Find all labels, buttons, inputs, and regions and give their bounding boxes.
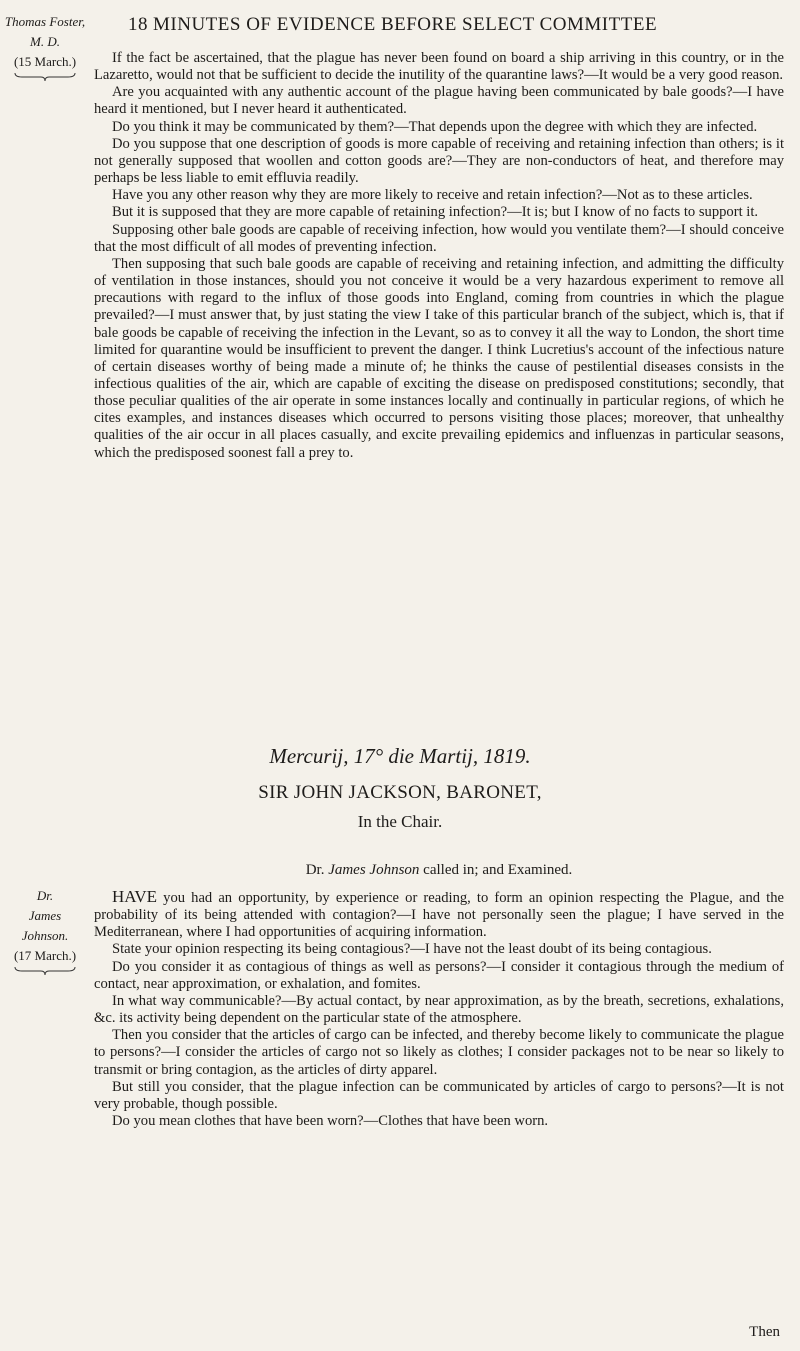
paragraph: Have you any other reason why they are more likely to receive and retain infection?—Not as to these articles.	[112, 187, 753, 204]
margin-witness-title: Dr.	[36, 888, 54, 903]
margin-witness-degree: M. D.	[30, 34, 60, 49]
paragraph: Then you consider that the articles of cargo can be infected, and thereby become likely to communicate the plague to persons?—I consider the articles of cargo not so likely as clothes; I consider packages not to be near so likely to transmit or bring contagion, as the articles of dirty apparel.	[94, 1027, 784, 1078]
paragraph: Do you think it may be communicated by them?—That depends upon the degree with which they are infected.	[112, 118, 758, 135]
witness-name: James Johnson	[328, 862, 420, 878]
catchword: Then	[749, 1324, 780, 1340]
paragraph: Do you suppose that one description of goods is more capable of receiving and retaining infection than others; is it not generally supposed that woollen and cotton goods are?—They are non-conductors of heat, and therefore may perhaps be less liable to emit effluvia readily.	[94, 135, 784, 187]
margin-note-witness-2	[4, 886, 86, 976]
in-the-chair: In the Chair.	[357, 812, 443, 831]
paragraph: Then supposing that such bale goods are capable of receiving and retaining infection, and admitting the difficulty of ventilation in those instances, should you not conceive it would be a very hazardous experiment to remove all precautions with regard to the influx of those goods into England, coming from countries in which the plague prevailed?—I must answer that, by just stating the view I take of this particular branch of the subject, which is, that if bale goods be capable of receiving the infection in the Levant, so as to convey it all the way to London, the short time limited for quarantine would be insufficient to prevent the danger. I think Lucretius's account of the infectious nature of certain diseases worthy of being made a minute of; he thinks the cause of pestilential diseases consists in the infectious qualities of the air, which are capable of exciting the disease on predisposed constitutions; secondly, that those peculiar qualities of the air operate in some instances locally and continually in particular regions, of which he cites examples, and instances diseases which occurred to persons visiting those places; moreover, that unhealthy qualities of the air occur in all places casually, and excite prevailing epidemics and influenzas in particular seasons, which the predisposed soonest fall a prey to.	[94, 255, 784, 461]
margin-date: (15 March.)	[13, 54, 77, 69]
paragraph: But it is supposed that they are more capable of retaining infection?—It is; but I know of no facts to support it.	[112, 204, 759, 221]
witness-called-text: called in; and Examined.	[423, 862, 573, 878]
witness-title: Dr.	[305, 862, 325, 878]
brace-icon	[14, 966, 76, 976]
evidence-section-2	[94, 888, 784, 1130]
margin-note-witness-1	[4, 12, 86, 82]
opening-rest: you had an opportunity, by experience or reading, to form an opinion respecting the Plague, and the probability of its being attended with contagion?—I have not personally seen the plague; I have served in the Mediterranean, where I had opportunities of acquiring information.	[94, 890, 784, 941]
brace-icon	[14, 72, 76, 82]
margin-witness-name: James Johnson.	[21, 908, 69, 943]
paragraph: If the fact be ascertained, that the plague has never been found on board a ship arriving in this country, or in the Lazaretto, would not that be sufficient to decide the inutility of the quarantine laws?—It would be a very good reason.	[94, 50, 784, 84]
evidence-section-1	[94, 50, 784, 462]
margin-date: (17 March.)	[13, 948, 77, 963]
chairman: SIR JOHN JACKSON, BARONET,	[258, 782, 542, 803]
paragraph-opening	[94, 888, 784, 941]
opening-word: HAVE	[112, 887, 158, 906]
paragraph: Supposing other bale goods are capable of receiving infection, how would you ventilate them?—I should conceive that the most difficult of all modes of preventing infection.	[94, 221, 784, 255]
page-number: 18	[128, 14, 148, 35]
sitting-date: Mercurij, 17° die Martij, 1819.	[269, 744, 531, 768]
running-title: MINUTES OF EVIDENCE BEFORE SELECT COMMITTEE	[153, 14, 658, 35]
paragraph: Do you consider it as contagious of things as well as persons?—I consider it contagious through the medium of contact, near approximation, or exhalation, and fomites.	[94, 958, 784, 992]
paragraph: Are you acquainted with any authentic account of the plague having been communicated by bale goods?—I have heard it mentioned, but I never heard it authenticated.	[94, 84, 784, 118]
margin-witness-name: Thomas Foster,	[4, 14, 86, 29]
paragraph: In what way communicable?—By actual contact, by near approximation, as by the breath, secretions, exhalations, &c. its activity being dependent on the particular state of the atmosphere.	[94, 992, 784, 1027]
paragraph: State your opinion respecting its being contagious?—I have not the least doubt of its being contagious.	[112, 941, 712, 958]
witness-called	[94, 862, 784, 879]
paragraph: But still you consider, that the plague infection can be communicated by articles of cargo to persons?—It is not very probable, though possible.	[94, 1078, 784, 1112]
paragraph: Do you mean clothes that have been worn?—Clothes that have been worn.	[112, 1113, 549, 1130]
